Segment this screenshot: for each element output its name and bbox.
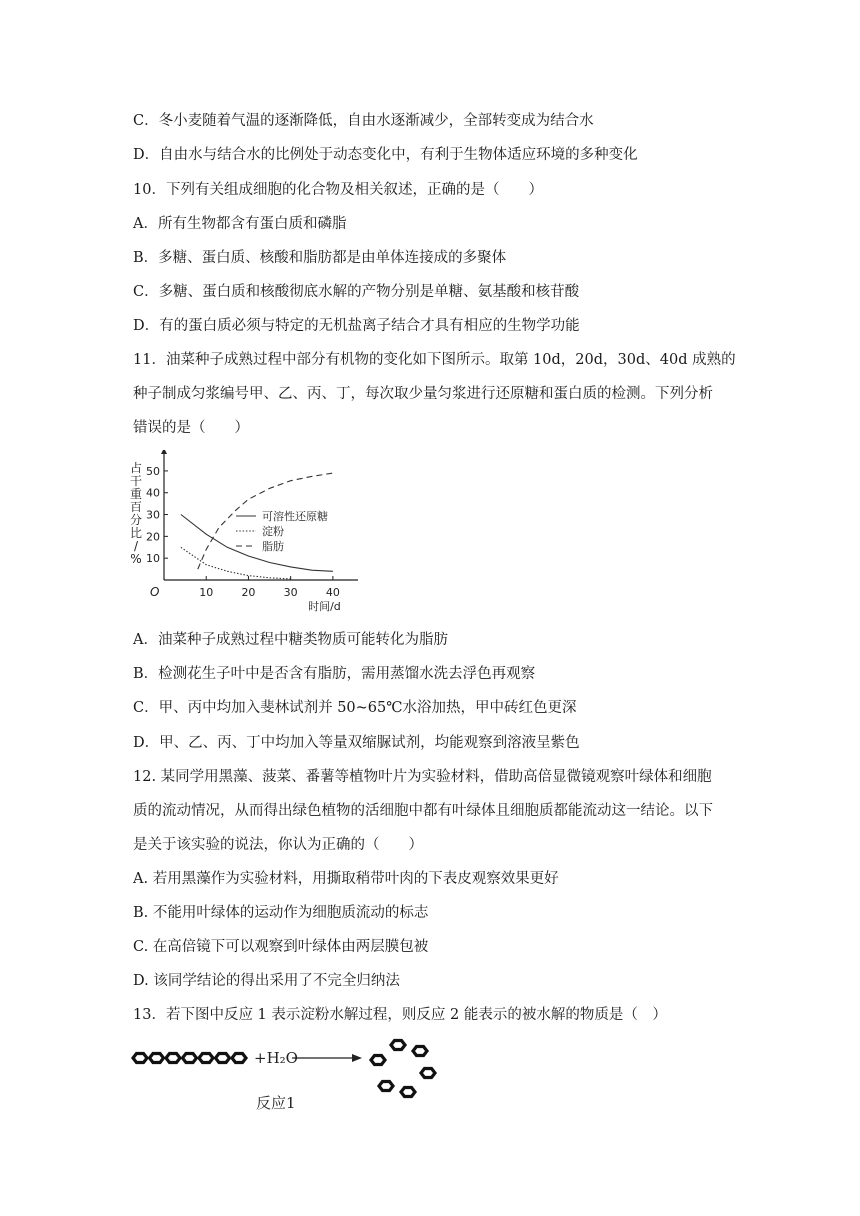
text-line: C. 在高倍镜下可以观察到叶绿体由两层膜包被 (133, 939, 429, 955)
text-line: A．油菜种子成熟过程中糖类物质可能转化为脂肪 (133, 632, 448, 648)
text-line: 10．下列有关组成细胞的化合物及相关叙述，正确的是（ ） (133, 182, 543, 198)
y-axis-label-char: 干 (129, 474, 143, 488)
glucose-monomers (371, 1041, 435, 1097)
chain-monomer (133, 1054, 147, 1063)
x-axis-label: 时间/d (308, 600, 341, 613)
y-axis-label-char: 分 (129, 513, 143, 527)
free-monomer (379, 1082, 393, 1091)
text-line: D．甲、乙、丙、丁中均加入等量双缩脲试剂，均能观察到溶液呈紫色 (133, 735, 580, 751)
line-chart (128, 450, 358, 625)
y-axis-label-char: 占 (129, 461, 143, 475)
free-monomer (401, 1088, 415, 1097)
text-line: B．多糖、蛋白质、核酸和脂肪都是由单体连接成的多聚体 (133, 250, 507, 266)
starch-chain (133, 1054, 246, 1063)
reaction-label: 反应1 (256, 1094, 296, 1112)
free-monomer (391, 1041, 405, 1050)
y-axis-label-char: % (130, 552, 142, 566)
y-tick-label: 50 (146, 464, 160, 478)
text-line: B．检测花生子叶中是否含有脂肪，需用蒸馏水洗去浮色再观察 (133, 666, 536, 682)
text-line: 13．若下图中反应 1 表示淀粉水解过程，则反应 2 能表示的被水解的物质是（ ） (133, 1007, 667, 1023)
legend-label: 脂肪 (262, 540, 284, 553)
text-line: D．自由水与结合水的比例处于动态变化中，有利于生物体适应环境的多种变化 (133, 147, 638, 163)
y-axis-arrow (161, 450, 167, 454)
chain-monomer (166, 1054, 180, 1063)
text-line: 12. 某同学用黑藻、菠菜、番薯等植物叶片为实验材料，借助高倍显微镜观察叶绿体和细胞 (133, 769, 712, 785)
chain-monomer (183, 1054, 197, 1063)
text-line: 质的流动情况，从而得出绿色植物的活细胞中都有叶绿体且细胞质都能流动这一结论。以下 (133, 803, 713, 819)
x-tick-label: 20 (241, 586, 256, 599)
x-tick-label: 30 (283, 586, 298, 599)
text-line: 种子制成匀浆编号甲、乙、丙、丁，每次取少量匀浆进行还原糖和蛋白质的检测。下列分析 (133, 386, 713, 402)
text-line: C．冬小麦随着气温的逐渐降低，自由水逐渐减少，全部转变成为结合水 (133, 113, 594, 129)
x-tick-label: 40 (325, 586, 340, 599)
text-line: A. 若用黑藻作为实验材料，用撕取稍带叶肉的下表皮观察效果更好 (133, 871, 559, 887)
chart-series (181, 473, 333, 579)
y-axis-label-char: 比 (129, 526, 143, 540)
free-monomer (371, 1056, 385, 1065)
text-line: B. 不能用叶绿体的运动作为细胞质流动的标志 (133, 905, 429, 921)
text-line: 错误的是（ ） (133, 420, 249, 436)
y-tick-label: 30 (146, 508, 160, 522)
text-line: D．有的蛋白质必须与特定的无机盐离子结合才具有相应的生物学功能 (133, 318, 580, 334)
origin-label: O (150, 585, 160, 599)
legend-label: 可溶性还原糖 (262, 510, 328, 523)
water-reagent: +H₂O (254, 1049, 298, 1067)
free-monomer (413, 1047, 427, 1056)
free-monomer (421, 1069, 435, 1078)
x-tick-label: 10 (199, 586, 214, 599)
chain-monomer (199, 1054, 213, 1063)
text-line: A．所有生物都含有蛋白质和磷脂 (133, 216, 347, 232)
y-axis-label-char: 百 (129, 500, 143, 514)
y-tick-label: 40 (146, 486, 160, 500)
text-line: C．甲、丙中均加入斐林试剂并 50~65℃水浴加热，甲中砖红色更深 (133, 700, 577, 716)
y-axis-label-char: / (133, 539, 139, 553)
chain-monomer (216, 1054, 230, 1063)
reaction-arrowhead (352, 1054, 362, 1062)
legend-label: 淀粉 (262, 525, 284, 538)
reaction-diagram (128, 1030, 468, 1120)
y-tick-label: 20 (146, 530, 160, 544)
y-tick-label: 10 (146, 552, 160, 566)
text-line: 11．油菜种子成熟过程中部分有机物的变化如下图所示。取第 10d，20d，30d、40d 成熟的 (133, 352, 736, 368)
chain-monomer (150, 1054, 164, 1063)
text-line: D. 该同学结论的得出采用了不完全归纳法 (133, 973, 400, 989)
chart-legend (236, 509, 328, 553)
text-line: C．多糖、蛋白质和核酸彻底水解的产物分别是单糖、氨基酸和核苷酸 (133, 284, 580, 300)
chain-monomer (232, 1054, 246, 1063)
y-axis-label-char: 重 (129, 487, 143, 501)
text-line: 是关于该实验的说法，你认为正确的（ ） (133, 837, 423, 853)
